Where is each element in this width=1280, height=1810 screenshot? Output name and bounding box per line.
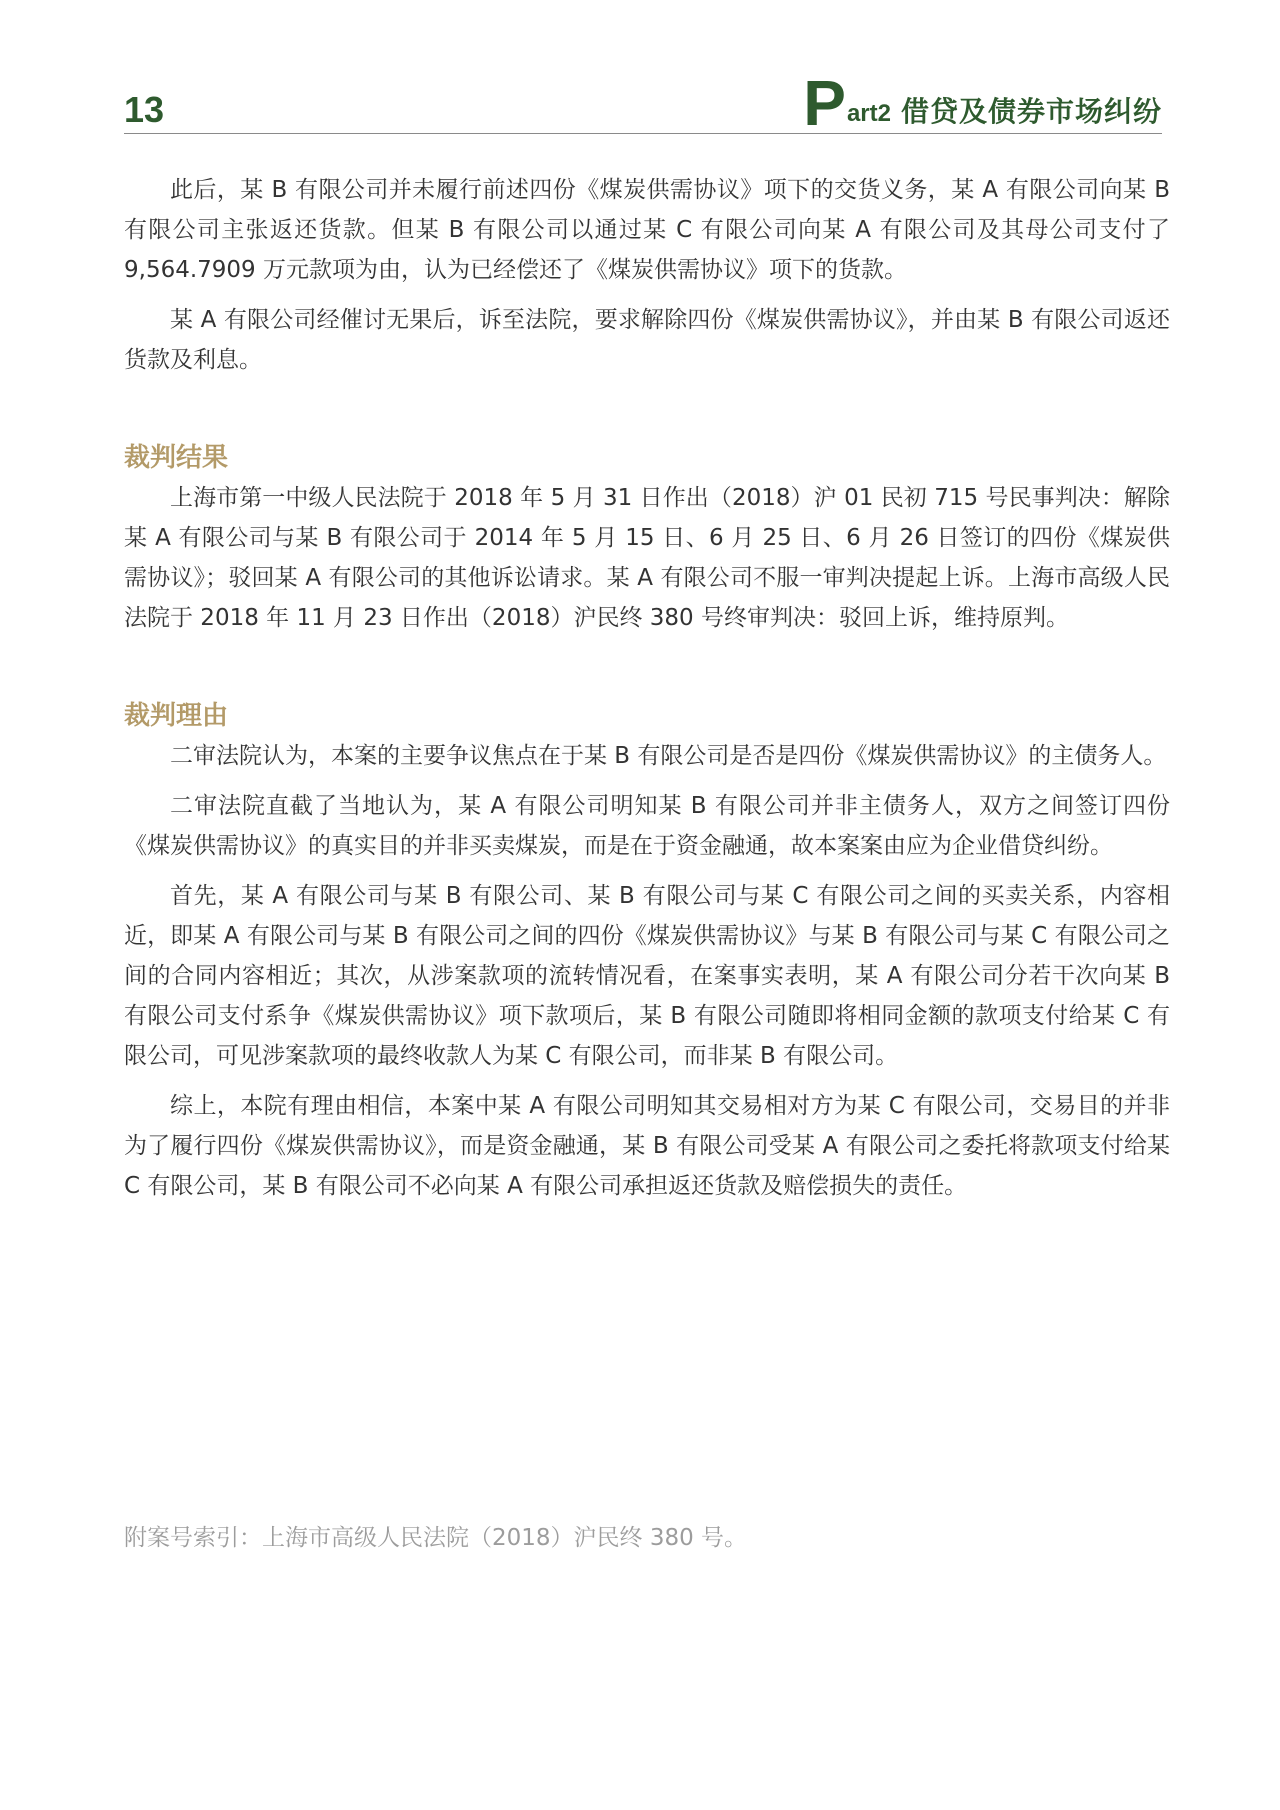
result-paragraph: 上海市第一中级人民法院于 2018 年 5 月 31 日作出（2018）沪 01 民初 715 号民事判决：解除某 A 有限公司与某 B 有限公司于 2014 年 5 月 15 日、6 月 25 日、6 月 26 日签订的四份《煤炭供需协议》；驳回某 A 有限公司的其他诉讼请求。某 A 有限公司不服一审判决提起上诉。上海市高级人民法院于 2018 年 11 月 23 日作出（2018）沪民终 380 号终审判决：驳回上诉，维持原判。 xyxy=(124,485,1170,631)
reason-paragraph-3: 首先，某 A 有限公司与某 B 有限公司、某 B 有限公司与某 C 有限公司之间的买卖关系，内容相近，即某 A 有限公司与某 B 有限公司之间的四份《煤炭供需协议》与某 B 有限公司与某 C 有限公司之间的合同内容相近；其次，从涉案款项的流转情况看，在案事实表明，某 A 有限公司分若干次向某 B 有限公司支付系争《煤炭供需协议》项下款项后，某 B 有限公司随即将相同金额的款项支付给某 C 有限公司，可见涉案款项的最终收款人为某 C 有限公司，而非某 B 有限公司。 xyxy=(124,883,1170,1069)
section-heading-reason: 裁判理由 xyxy=(124,701,229,731)
page-number: 13 xyxy=(124,89,165,130)
case-number-footnote: 附案号索引：上海市高级人民法院（2018）沪民终 380 号。 xyxy=(124,1525,748,1551)
section-spacer xyxy=(124,648,1170,696)
header-divider xyxy=(124,133,1162,134)
main-content xyxy=(124,170,1170,1216)
reason-paragraph-4: 综上，本院有理由相信，本案中某 A 有限公司明知其交易相对方为某 C 有限公司，交易目的并非为了履行四份《煤炭供需协议》，而是资金融通，某 B 有限公司受某 A 有限公司之委托将款项支付给某 C 有限公司，某 B 有限公司不必向某 A 有限公司承担返还货款及赔偿损失的责任。 xyxy=(124,1093,1170,1199)
section-spacer xyxy=(124,390,1170,438)
section-heading-result: 裁判结果 xyxy=(124,443,229,473)
part-title: 借贷及债券市场纠纷 xyxy=(900,95,1162,128)
part-letter: P xyxy=(803,67,846,139)
reason-paragraph-1: 二审法院认为，本案的主要争议焦点在于某 B 有限公司是否是四份《煤炭供需协议》的主债务人。 xyxy=(170,743,1167,769)
reason-paragraph-2: 二审法院直截了当地认为，某 A 有限公司明知某 B 有限公司并非主债务人，双方之间签订四份《煤炭供需协议》的真实目的并非买卖煤炭，而是在于资金融通，故本案案由应为企业借贷纠纷。 xyxy=(124,793,1170,859)
part-label: art2 xyxy=(846,100,891,127)
part-header xyxy=(803,67,1162,139)
intro-paragraph-2: 某 A 有限公司经催讨无果后，诉至法院，要求解除四份《煤炭供需协议》，并由某 B 有限公司返还货款及利息。 xyxy=(124,307,1170,373)
intro-paragraph-1: 此后，某 B 有限公司并未履行前述四份《煤炭供需协议》项下的交货义务，某 A 有限公司向某 B 有限公司主张返还货款。但某 B 有限公司以通过某 C 有限公司向某 A 有限公司及其母公司支付了 9,564.7909 万元款项为由，认为已经偿还了《煤炭供需协议》项下的货款。 xyxy=(124,177,1170,283)
